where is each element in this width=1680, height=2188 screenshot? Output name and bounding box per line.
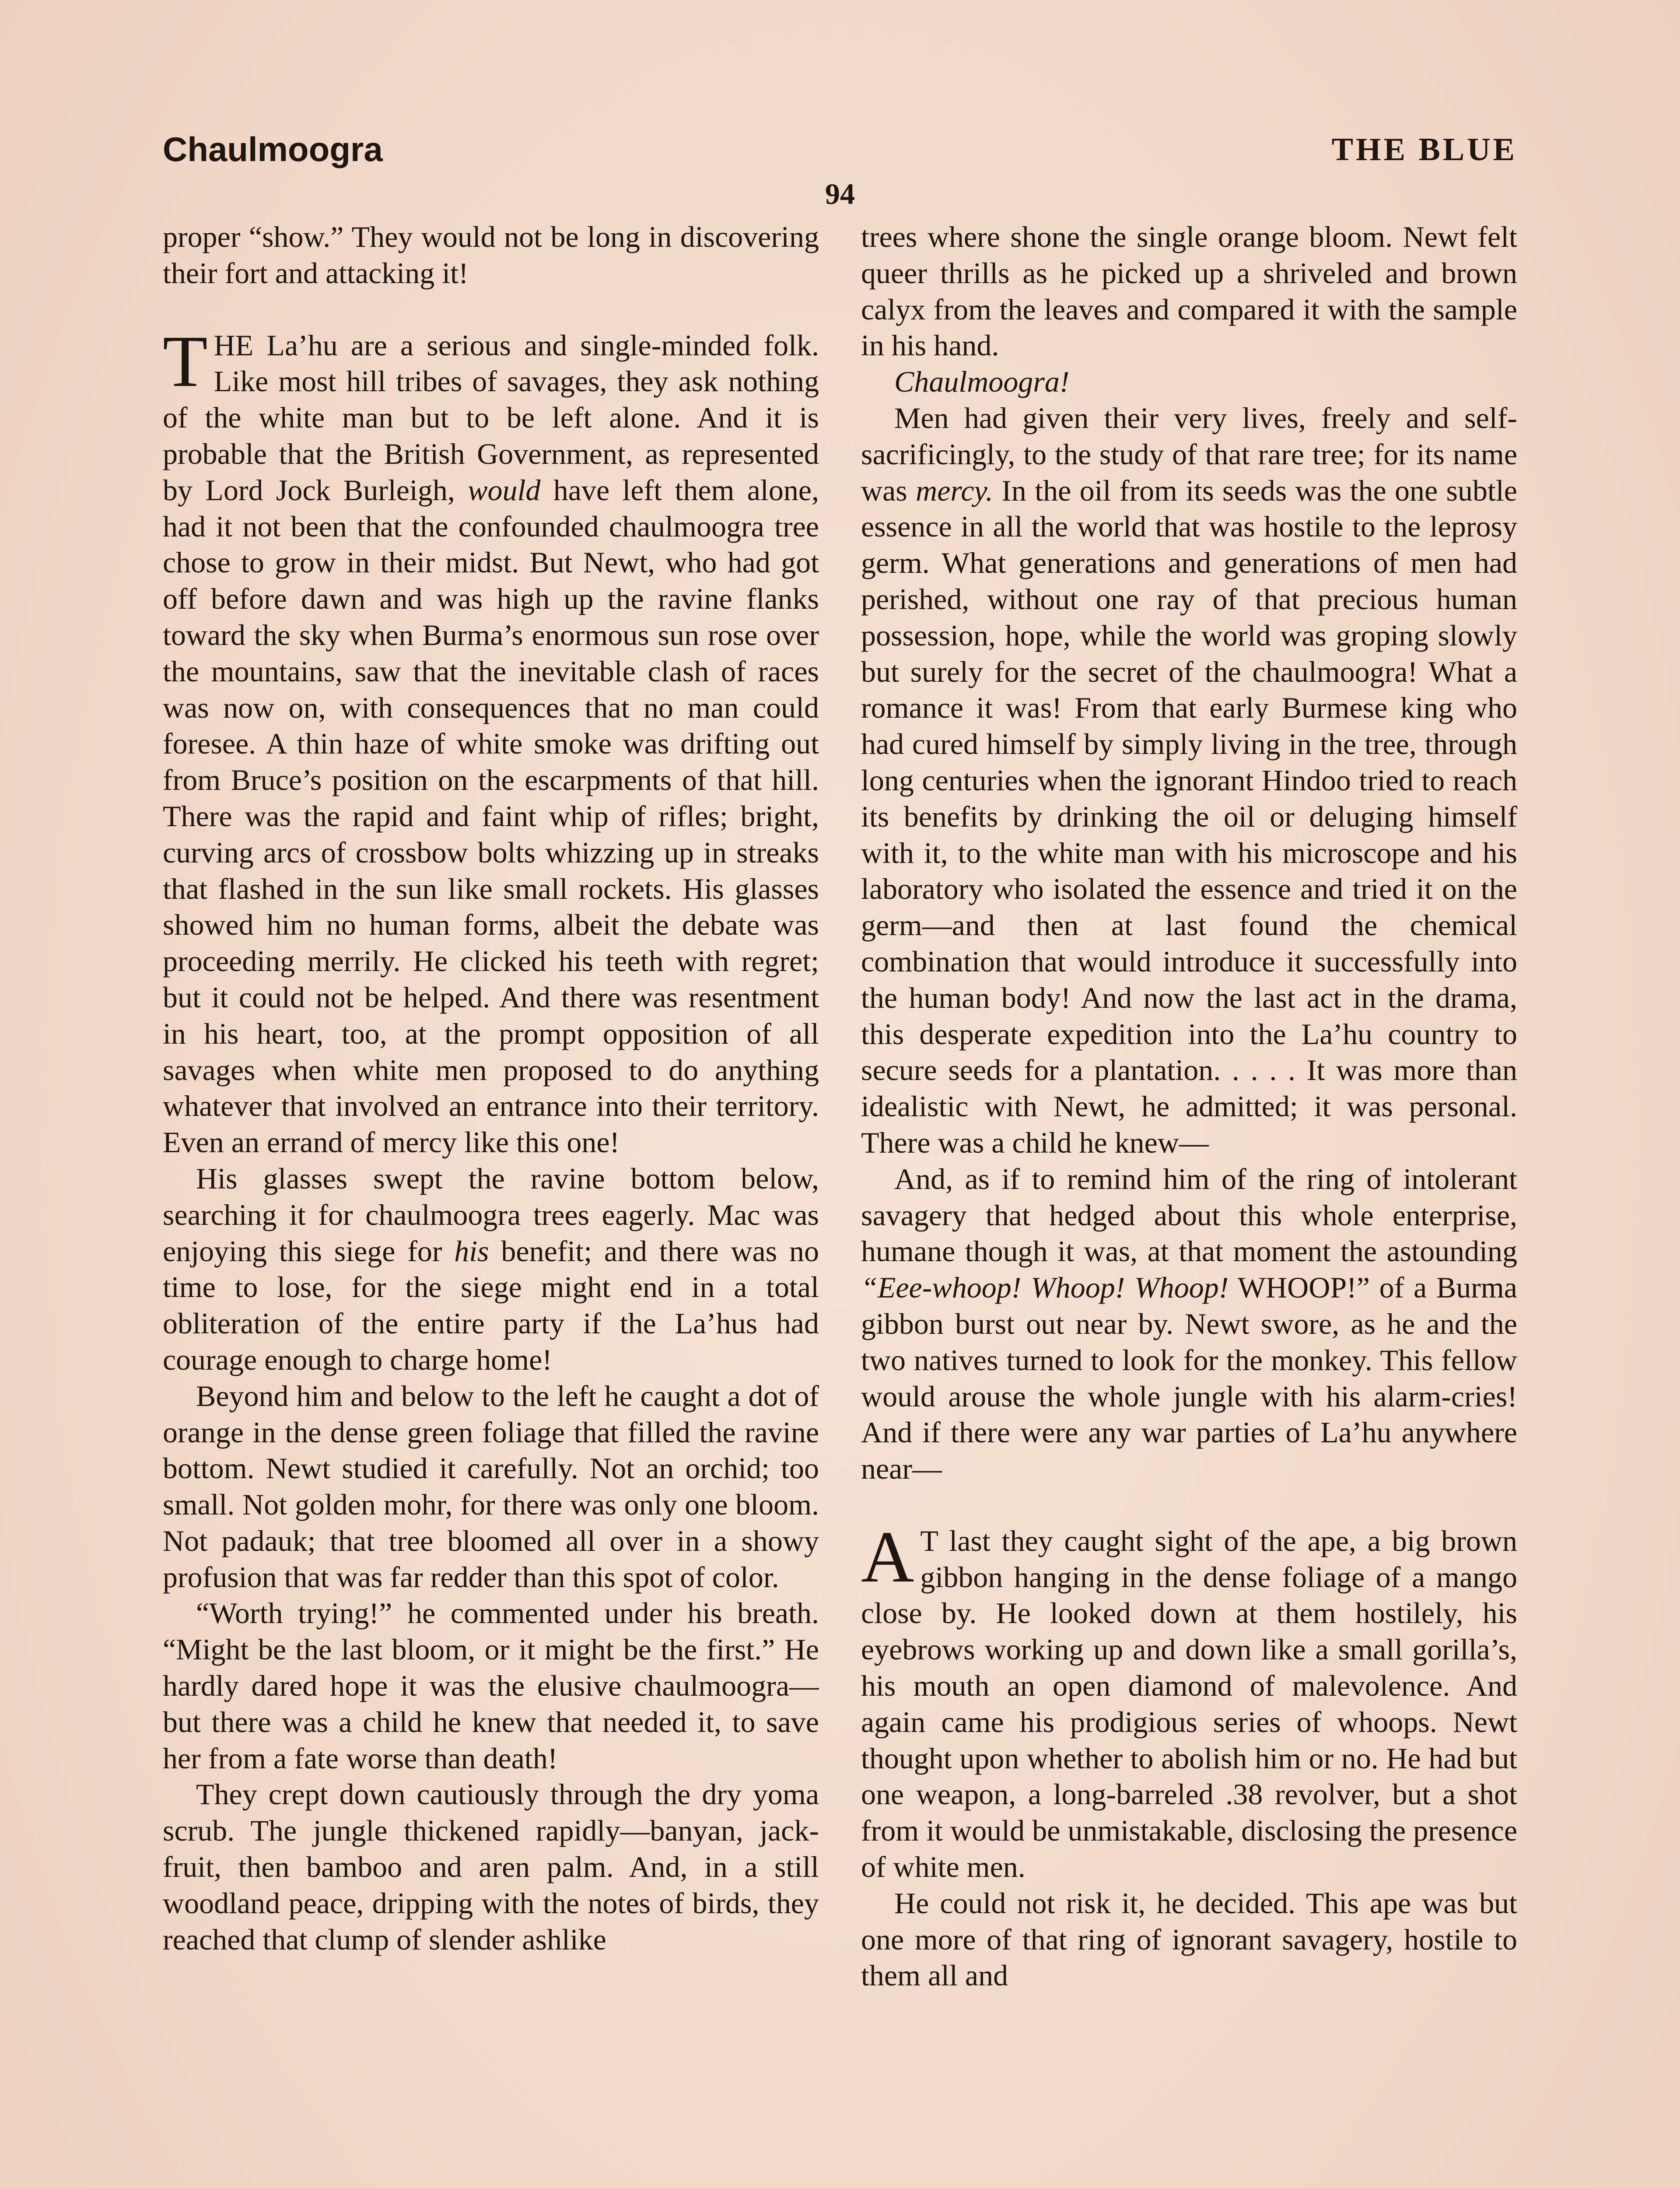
paragraph-text: La’hu are a serious and single-minded folk. Like most hill tribes of savages, they ask nothing of the white man but to be left alone. And it is probable that the British Government, as represented by Lord Jock Burleigh, [163, 328, 819, 507]
paragraph [163, 1161, 819, 1378]
paragraph-text: WHOOP!” of a Burma gibbon burst out near by. Newt swore, as he and the two natives turned to look for the monkey. This fellow would arouse the whole jungle with his alarm-cries! And if there were any war parties of La’hu anywhere near— [861, 1271, 1517, 1486]
paragraph [861, 1161, 1517, 1487]
paragraph: “Worth trying!” he commented under his breath. “Might be the last bloom, or it might be the first.” He hardly dared hope it was the elusive chaulmoogra—but there was a child he knew that needed it, to save her from a fate worse than death! [163, 1596, 819, 1775]
paragraph [163, 320, 819, 1161]
paragraph [861, 400, 1517, 1161]
small-caps-text: HE [214, 328, 254, 362]
paragraph: He could not risk it, he decided. This ape was but one more of that ring of ignorant savagery, hostile to them all and [861, 1886, 1517, 1992]
paragraph [861, 1516, 1517, 1885]
story-title: Chaulmoogra [163, 130, 383, 168]
emphasis-text: “Eee-whoop! Whoop! Whoop! [861, 1271, 1229, 1304]
emphasis-text: would [468, 473, 541, 507]
emphasis-text: mercy. [916, 473, 993, 507]
paragraph-text: In the oil from its seeds was the one subtle essence in all the world that was hostile to the leprosy germ. What generations and generations of men had perished, without one ray of that precious human possession, hope, while the world was groping slowly but surely for the secret of the chaulmoogra! What a romance it was! From that early Burmese king who had cured himself by simply living in the tree, through long centuries when the ignorant Hindoo tried to reach its benefits by drinking the oil or deluging himself with it, to the white man with his microscope and his laboratory who isolated the essence and tried it on the germ—and then at last found the chemical combination that would introduce it successfully into the human body! And now the last act in the drama, this desperate expedition into the La’hu country to secure seeds for a plantation. . . . . It was more than idealistic with Newt, he admitted; it was personal. There was a child he knew— [861, 473, 1517, 1159]
paragraph-text: And, as if to remind him of the ring of intolerant savagery that hedged about this whole enterprise, humane though it was, at that moment the astounding [861, 1162, 1517, 1268]
paragraph-text: His glasses swept the ravine bottom below, searching it for chaulmoogra trees eagerly. Mac was enjoying this siege for [163, 1161, 819, 1268]
page-number: 94 [825, 177, 855, 210]
paragraph-text: have left them alone, had it not been that the confounded chaulmoogra tree chose to grow in their midst. But Newt, who had got off before dawn and was high up the ravine flanks toward the sky when Burma’s enormous sun rose over the mountains, saw that the inevitable clash of races was now on, with consequences that no man could foresee. A thin haze of white smoke was drifting out from Bruce’s position on the escarpments of that hill. There was the rapid and faint whip of rifles; bright, curving arcs of crossbow bolts whizzing up in streaks that flashed in the sun like small rockets. His glasses showed him no human forms, albeit the debate was proceeding merrily. He clicked his teeth with regret; but it could not be helped. And there was resentment in his heart, too, at the prompt opposition of all savages when white men proposed to do anything whatever that involved an entrance into their territory. Even an errand of mercy like this one! [163, 473, 819, 1159]
drop-cap: T [163, 320, 208, 402]
paragraph: They crept down cautiously through the dry yoma scrub. The jungle thickened rapidly—banyan, jack-fruit, then bamboo and aren palm. And, in a still woodland peace, dripping with the notes of birds, they reached that clump of slender ashlike [163, 1778, 819, 1956]
emphasis-text: Chaulmoogra! [894, 365, 1070, 399]
magazine-name: THE BLUE [1331, 132, 1517, 168]
paragraph-text: benefit; and there was no time to lose, for the siege might end in a total obliteration of the entire party if the La’hus had courage enough to charge home! [163, 1234, 819, 1376]
paragraph: proper “show.” They would not be long in discovering their fort and attacking it! [163, 220, 819, 290]
right-column [861, 219, 1517, 2188]
paragraph-text: T last they caught sight of the ape, a big brown gibbon hanging in the dense foliage of a mango close by. He looked down at them hostilely, his eyebrows working up and down like a small gorilla’s, his mouth an open diamond of malevolence. And again came his prodigious series of whoops. Newt thought upon whether to abolish him or no. He had but one weapon, a long-barreled .38 revolver, but a shot from it would be unmistakable, disclosing the presence of white men. [861, 1524, 1517, 1884]
paragraph [861, 364, 1517, 400]
emphasis-text: his [454, 1234, 489, 1268]
drop-cap: A [861, 1516, 914, 1598]
paragraph: trees where shone the single orange bloom. Newt felt queer thrills as he picked up a shriveled and brown calyx from the leaves and compared it with the sample in his hand. [861, 220, 1517, 362]
left-column [163, 219, 819, 2188]
paragraph: Beyond him and below to the left he caught a dot of orange in the dense green foliage that filled the ravine bottom. Newt studied it carefully. Not an orchid; too small. Not golden mohr, for there was only one bloom. Not padauk; that tree bloomed all over in a showy profusion that was far redder than this spot of color. [163, 1379, 819, 1594]
paragraph-text: Men had given their very lives, freely and self-sacrificingly, to the study of that rare tree; for its name was [861, 401, 1517, 507]
text-columns [163, 219, 1517, 2188]
page-header [163, 130, 1517, 182]
